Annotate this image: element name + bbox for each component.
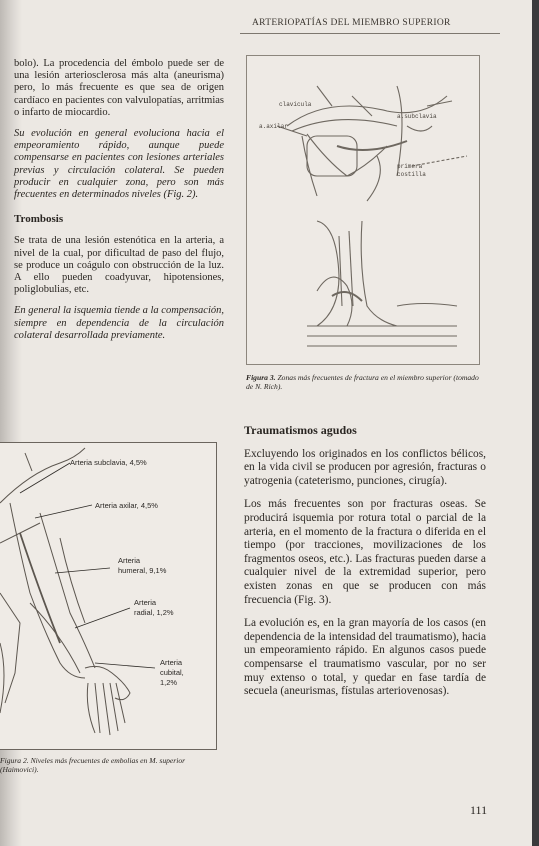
label-radial-2: radial, 1,2% [134,608,174,617]
paragraph: En general la isquemia tiende a la compensación, siempre en dependencia de la circulación colateral desarrollada previamente. [14,305,224,341]
label-cubital-3: 1,2% [160,678,178,687]
label-primera: primera [397,163,423,170]
label-humeral-2: humeral, 9,1% [118,566,167,575]
left-column [14,58,224,351]
label-costilla: costilla [397,171,426,178]
label-subclavia: a.subclavia [397,113,437,120]
figure-3 [246,55,480,365]
fracture-zones-illustration [247,56,479,364]
label-humeral-1: Arteria [118,556,141,565]
figure-2-caption: Figura 2. Niveles más frecuentes de embolias en M. superior (Haimovici). [0,756,186,774]
figure-2 [0,442,217,750]
label-cubital-1: Arteria [160,658,183,667]
paragraph: bolo). La procedencia del émbolo puede ser de una lesión arteriosclerosa más alta (aneurisma) pero, lo más frecuente es que sea de origen cardíaco en pacientes con valvulopatías, arritmias o infarto de miocardio. [14,58,224,118]
section-heading-trombosis: Trombosis [14,213,64,226]
header-rule [240,33,500,34]
label-radial-1: Arteria [134,598,157,607]
label-cubital-2: cubital, [160,668,184,677]
label-subclavia-pct: Arteria subclavia, 4,5% [70,458,147,467]
running-header: ARTERIOPATÍAS DEL MIEMBRO SUPERIOR [252,18,451,28]
label-axilar-pct: Arteria axilar, 4,5% [95,501,158,510]
paragraph: Los más frecuentes son por fracturas oseas. Se producirá isquemia por rotura total o parcial de la arteria, en el momento de la fractura o diferida en el tiempo (por tracciones, movilizaciones de los fragmentos oseos, etc.). Las fracturas pueden darse a cualquier nivel de la extremidad superior, pero existen zonas en que se producen con más frecuencia (Fig. 3). [244,498,486,606]
label-clavicula: clavícula [279,101,312,108]
paragraph: Su evolución en general evoluciona hacia el empeoramiento rápido, aunque puede compensarse en pacientes con lesiones arteriales previas y circulación colateral. Se pueden producir en cualquier zona, pero son más frecuentes en determinados niveles (Fig. 2). [14,128,224,201]
page-number: 111 [470,803,488,817]
figure-3-caption [246,373,482,391]
paragraph: Excluyendo los originados en los conflictos bélicos, en la vida civil se producen por agresión, fracturas o yatrogenia (cateterismo, punciones, cirugía). [244,447,486,487]
paragraph: La evolución es, en la gran mayoría de los casos (en dependencia de la intensidad del traumatismo), hacia un empeoramiento rápido. En algunos casos puede compensarse el traumatismo vascular, por no ser muy extenso o total, y quedar en fase tardía de secuela (aneurismas, fístulas arteriovenosas). [244,617,486,698]
embolism-levels-illustration [0,443,216,749]
label-axilar: a.axilar [259,123,288,130]
paragraph: Se trata de una lesión estenótica en la arteria, a nivel de la cual, por dificultad de paso del flujo, se produce un coágulo con obstrucción de la luz. A ello pueden coadyuvar, hipotensiones, poliglobulias, etc. [14,235,224,296]
figure-3-caption-text: Zonas más frecuentes de fractura en el miembro superior (tomado de N. Rich). [246,373,479,391]
figure-3-caption-label: Figura 3. [246,373,276,382]
section-heading-traumatismos: Traumatismos agudos [244,423,357,437]
right-column [244,424,486,709]
